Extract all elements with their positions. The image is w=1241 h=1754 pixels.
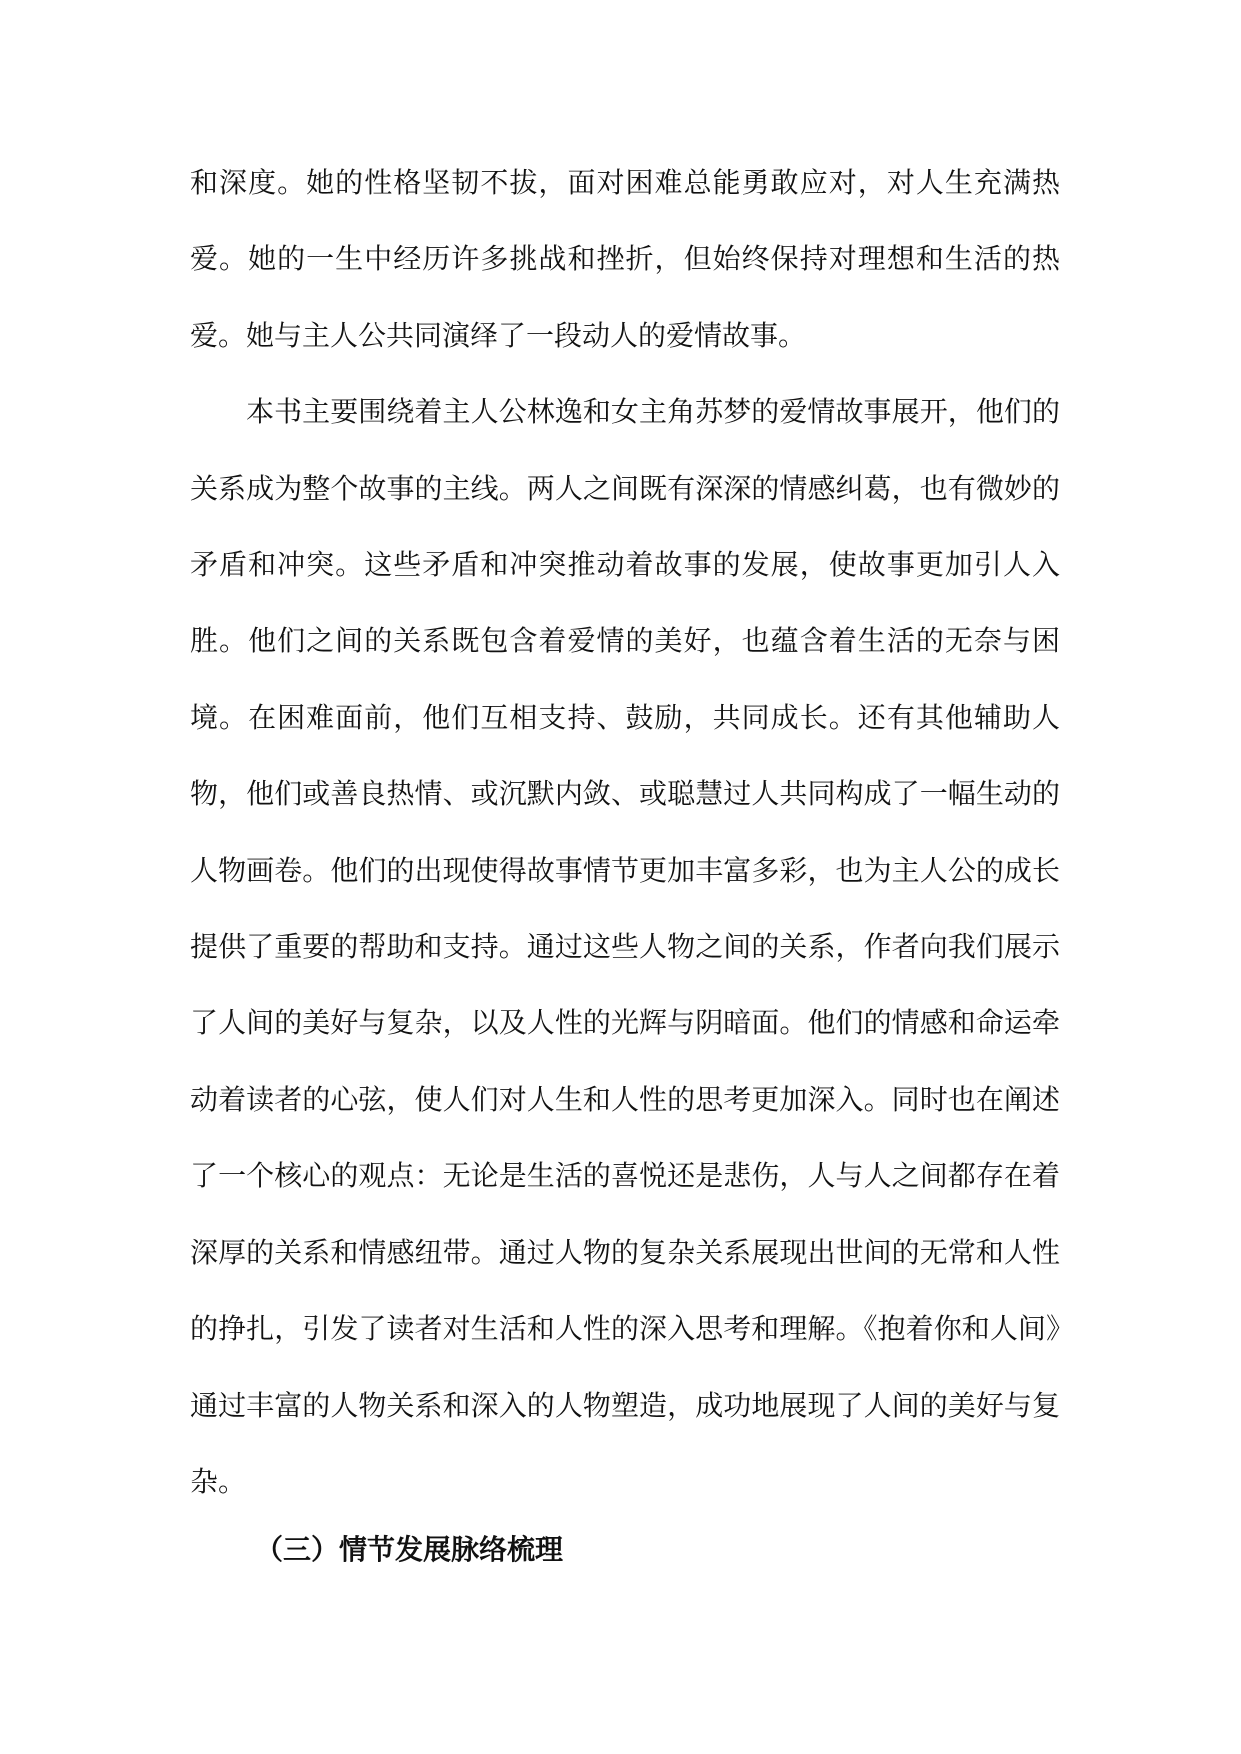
body-text bbox=[190, 145, 1060, 1520]
section-heading: （三）情节发展脉络梳理 bbox=[255, 1533, 564, 1566]
paragraph-relationships: 本书主要围绕着主人公林逸和女主角苏梦的爱情故事展开，他们的关系成为整个故事的主线。两人之间既有深深的情感纠葛，也有微妙的矛盾和冲突。这些矛盾和冲突推动着故事的发展，使故事更加引人入胜。他们之间的关系既包含着爱情的美好，也蕴含着生活的无奈与困境。在困难面前，他们互相支持、鼓励，共同成长。还有其他辅助人物，他们或善良热情、或沉默内敛、或聪慧过人共同构成了一幅生动的人物画卷。他们的出现使得故事情节更加丰富多彩，也为主人公的成长提供了重要的帮助和支持。通过这些人物之间的关系，作者向我们展示了人间的美好与复杂，以及人性的光辉与阴暗面。他们的情感和命运牵动着读者的心弦，使人们对人生和人性的思考更加深入。同时也在阐述了一个核心的观点：无论是生活的喜悦还是悲伤，人与人之间都存在着深厚的关系和情感纽带。通过人物的复杂关系展现出世间的无常和人性的挣扎，引发了读者对生活和人性的深入思考和理解。《抱着你和人间》通过丰富的人物关系和深入的人物塑造，成功地展现了人间的美好与复杂。 bbox=[190, 395, 1060, 1498]
paragraph-continuation: 和深度。她的性格坚韧不拔，面对困难总能勇敢应对，对人生充满热爱。她的一生中经历许多挑战和挫折，但始终保持对理想和生活的热爱。她与主人公共同演绎了一段动人的爱情故事。 bbox=[190, 166, 1060, 352]
